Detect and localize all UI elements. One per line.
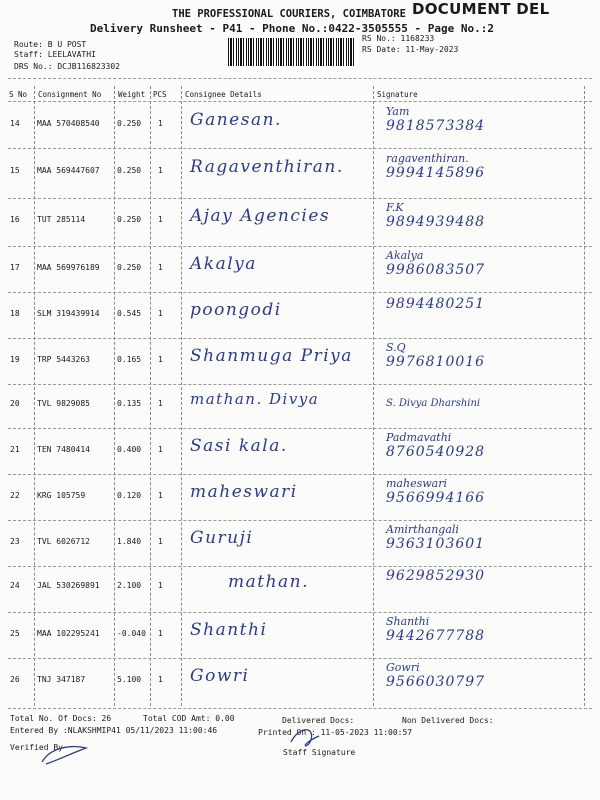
row-sno: 18 [10,309,20,318]
row-pcs: 1 [158,215,163,224]
row-consignment: SLM 319439914 [37,309,100,318]
table-row [0,296,600,336]
table-row [0,478,600,518]
row-pcs: 1 [158,166,163,175]
table-row [0,202,600,242]
row-consignment: TEN 7480414 [37,445,90,454]
consignee-name: Ajay Agencies [190,206,331,226]
row-divider [8,338,592,339]
row-pcs: 1 [158,445,163,454]
row-pcs: 1 [158,491,163,500]
table-row [0,250,600,290]
consignee-name: maheswari [190,482,298,502]
signature-text: Gowri [386,661,420,674]
row-sno: 23 [10,537,20,546]
signature [386,616,485,642]
total-docs: Total No. Of Docs: 26 [10,714,112,723]
consignee-name: Gowri [190,666,250,686]
staff-signature: Staff Signature [283,748,356,757]
signature-text: F.K [386,201,404,214]
row-pcs: 1 [158,629,163,638]
signature-text: Shanthi [386,615,430,628]
header-divider [8,78,592,79]
staff-label: Staff: LEELAVATHI [14,50,96,59]
row-divider [8,474,592,475]
signature [386,106,485,132]
row-divider [8,612,592,613]
row-weight: 0.250 [117,215,142,224]
signature [386,398,480,412]
row-weight: 0.120 [117,491,142,500]
verifier-signature-scribble [40,738,90,768]
consignee-name: Shanthi [190,620,268,640]
row-weight: 2.100 [117,581,142,590]
row-sno: 25 [10,629,20,638]
signature-phone: 9566994166 [386,490,486,506]
row-weight: 0.545 [117,309,142,318]
consignee-name: Ragaventhiran. [190,157,344,177]
row-sno: 17 [10,263,20,272]
row-weight: 0.250 [117,166,142,175]
signature-text: Amirthangali [386,523,459,536]
row-sno: 24 [10,581,20,590]
signature-phone: 9629852930 [386,568,486,584]
row-sno: 22 [10,491,20,500]
non-delivered-docs: Non Delivered Docs: [402,716,494,725]
signature-text: S. Divya Dharshini [386,398,481,409]
table-row [0,106,600,146]
signature-phone: 9363103601 [386,536,486,552]
consignee-name: Ganesan. [190,110,282,130]
signature-phone: 9566030797 [386,674,486,690]
row-divider [8,566,592,567]
signature [386,568,485,582]
verified-by: Verified By [10,743,63,752]
table-row [0,153,600,193]
consignee-name: Shanmuga Priya [190,346,353,366]
document-stamp: DOCUMENT DEL [412,0,550,18]
staff-signature-scribble [285,722,325,752]
consignee-name: mathan. Divya [190,390,320,408]
row-weight: 5.100 [117,675,142,684]
signature [386,250,485,276]
signature [386,524,485,550]
signature-text: S.Q [386,341,406,354]
consignee-name: poongodi [190,300,282,320]
row-pcs: 1 [158,263,163,272]
company-name: THE PROFESSIONAL COURIERS, COIMBATORE [172,8,406,20]
rs-date: RS Date: 11-May-2023 [362,45,459,54]
signature-text: Akalya [386,249,424,262]
signature-text: ragaventhiran. [386,152,469,165]
table-row [0,342,600,382]
drs-number: DRS No.: DCJB116823302 [14,62,120,71]
signature [386,342,485,368]
total-cod: Total COD Amt: 0.00 [143,714,235,723]
row-consignment: MAA 102295241 [37,629,100,638]
table-row [0,568,600,608]
signature-phone: 9894480251 [386,296,486,312]
row-sno: 15 [10,166,20,175]
signature [386,153,485,179]
signature [386,662,485,688]
signature [386,202,485,228]
table-row [0,432,600,472]
row-divider [8,520,592,521]
consignee-name: Akalya [190,254,257,274]
row-divider [8,148,592,149]
col-signature: Signature [377,90,418,99]
consignee-name: mathan. [228,572,310,592]
row-consignment: TVL 9829085 [37,399,90,408]
signature-text: Padmavathi [386,431,452,444]
colhead-divider [8,101,592,102]
signature-phone: 9442677788 [386,628,486,644]
row-consignment: TVL 6026712 [37,537,90,546]
signature [386,478,485,504]
row-divider [8,658,592,659]
signature-phone: 8760540928 [386,444,486,460]
table-row [0,616,600,656]
row-consignment: MAA 569447607 [37,166,100,175]
row-divider [8,292,592,293]
row-weight: 0.400 [117,445,142,454]
row-sno: 20 [10,399,20,408]
row-sno: 19 [10,355,20,364]
signature [386,432,485,458]
row-weight: -0.040 [117,629,146,638]
row-consignment: MAA 570408540 [37,119,100,128]
rs-number: RS No.: 1168233 [362,34,435,43]
row-weight: 0.165 [117,355,142,364]
row-pcs: 1 [158,309,163,318]
signature-text: maheswari [386,477,447,490]
signature-phone: 9976810016 [386,354,486,370]
row-sno: 16 [10,215,20,224]
row-sno: 26 [10,675,20,684]
col-pcs: PCS [153,90,167,99]
delivered-docs: Delivered Docs: [282,716,355,725]
row-consignment: TNJ 347187 [37,675,86,684]
row-sno: 14 [10,119,20,128]
row-pcs: 1 [158,675,163,684]
row-consignment: JAL 530269891 [37,581,100,590]
printed-on: Printed On : 11-05-2023 11:00:57 [258,728,413,737]
row-pcs: 1 [158,399,163,408]
row-consignment: TRP 5443263 [37,355,90,364]
col-sno: S No [9,90,28,99]
table-row [0,662,600,702]
signature-text: Yam [386,105,410,118]
row-divider [8,246,592,247]
table-row [0,524,600,564]
row-consignment: MAA 569976189 [37,263,100,272]
row-divider [8,198,592,199]
signature-phone: 9994145896 [386,165,486,181]
consignee-name: Guruji [190,528,254,548]
row-pcs: 1 [158,119,163,128]
row-divider [8,708,592,709]
row-divider [8,428,592,429]
row-sno: 21 [10,445,20,454]
col-consignment: Consignment No [38,90,102,99]
signature-phone: 9894939488 [386,214,486,230]
row-divider [8,384,592,385]
consignee-name: Sasi kala. [190,436,288,456]
entered-by: Entered By :NLAKSHMIP41 05/11/2023 11:00:46 [10,726,218,735]
row-pcs: 1 [158,355,163,364]
table-row [0,386,600,426]
barcode-image [228,38,356,66]
route-label: Route: B U POST [14,40,87,49]
signature-phone: 9818573384 [386,118,486,134]
row-pcs: 1 [158,581,163,590]
row-weight: 0.135 [117,399,142,408]
signature [386,296,485,310]
col-weight: Weight [118,90,146,99]
row-weight: 1.840 [117,537,142,546]
row-consignment: TUT 285114 [37,215,86,224]
row-weight: 0.250 [117,119,142,128]
row-consignment: KRG 105759 [37,491,86,500]
col-consignee: Consignee Details [185,90,262,99]
signature-phone: 9986083507 [386,262,486,278]
row-pcs: 1 [158,537,163,546]
runsheet-subtitle: Delivery Runsheet - P41 - Phone No.:0422-3505555 - Page No.:2 [90,22,494,35]
row-weight: 0.250 [117,263,142,272]
